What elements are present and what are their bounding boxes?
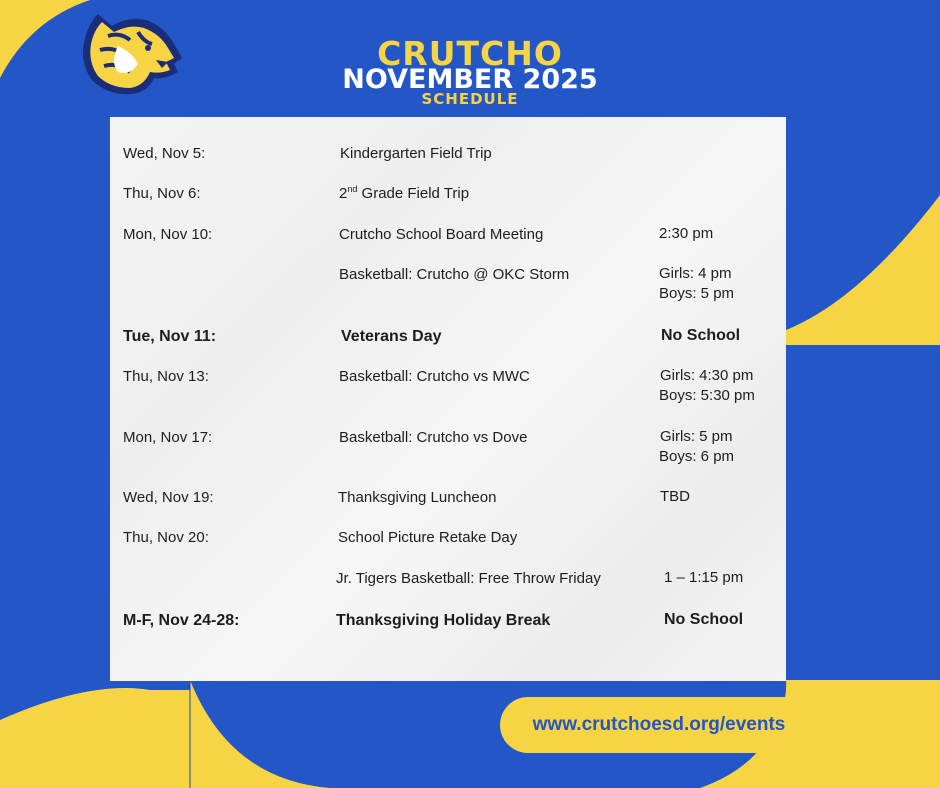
- events-website-link[interactable]: www.crutchoesd.org/events: [500, 697, 818, 753]
- schedule-time-2: Boys: 5 pm: [659, 285, 735, 302]
- schedule-time: 1 – 1:15 pm: [664, 569, 744, 586]
- schedule-date: M-F, Nov 24-28:: [123, 612, 240, 629]
- schedule-event: Thanksgiving Luncheon: [338, 489, 497, 506]
- schedule-event: Basketball: Crutcho @ OKC Storm: [339, 266, 570, 283]
- schedule-time-2: Boys: 5:30 pm: [659, 387, 755, 404]
- schedule-date: Mon, Nov 10:: [123, 226, 213, 243]
- schedule-time: Girls: 5 pm: [660, 428, 733, 445]
- tiger-head-icon: [78, 6, 184, 98]
- schedule-event: School Picture Retake Day: [338, 529, 518, 546]
- schedule-date: Tue, Nov 11:: [123, 328, 217, 345]
- schedule-time: No School: [661, 327, 741, 344]
- schedule-event: Crutcho School Board Meeting: [339, 226, 544, 243]
- schedule-date: Wed, Nov 5:: [123, 145, 206, 162]
- schedule-date: Thu, Nov 20:: [123, 529, 209, 546]
- schedule-time: Girls: 4:30 pm: [660, 367, 754, 384]
- schedule-event: 2nd Grade Field Trip: [339, 184, 470, 202]
- schedule-date: Wed, Nov 19:: [123, 489, 214, 506]
- schedule-date: Thu, Nov 6:: [123, 185, 201, 202]
- schedule-event: Basketball: Crutcho vs MWC: [339, 368, 530, 385]
- schedule-card: [110, 117, 786, 681]
- schedule-time: Girls: 4 pm: [659, 265, 732, 282]
- schedule-date: Mon, Nov 17:: [123, 429, 213, 446]
- schedule-event: Veterans Day: [341, 328, 442, 345]
- schedule-time-2: Boys: 6 pm: [659, 448, 735, 465]
- schedule-event: Basketball: Crutcho vs Dove: [339, 429, 528, 446]
- month-title: NOVEMBER 2025: [342, 64, 598, 95]
- schedule-time: 2:30 pm: [659, 225, 714, 242]
- schedule-event: Jr. Tigers Basketball: Free Throw Friday: [336, 570, 601, 587]
- schedule-time: No School: [664, 611, 744, 628]
- school-name-title: CRUTCHO: [377, 34, 563, 73]
- schedule-date: Thu, Nov 13:: [123, 368, 209, 385]
- schedule-event: Thanksgiving Holiday Break: [336, 612, 551, 629]
- schedule-time: TBD: [660, 488, 690, 505]
- schedule-event: Kindergarten Field Trip: [340, 145, 492, 162]
- schedule-subtitle: SCHEDULE: [421, 90, 519, 108]
